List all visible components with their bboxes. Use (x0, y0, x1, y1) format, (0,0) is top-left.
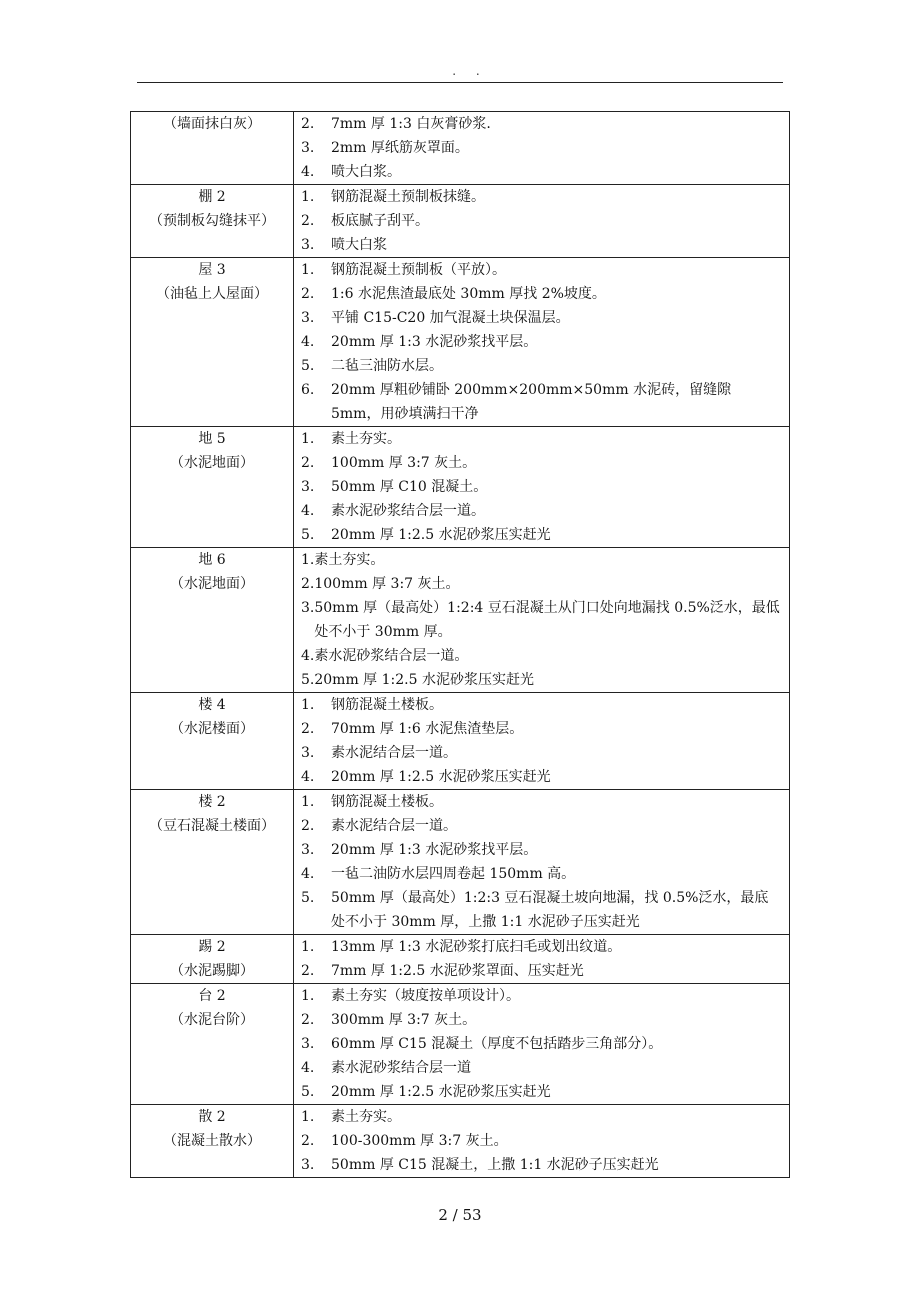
step-text: 13mm 厚 1:3 水泥砂浆打底扫毛或划出纹道。 (331, 939, 622, 955)
step-number: 4. (301, 769, 315, 785)
item-name-cell (131, 693, 294, 790)
list-item (294, 790, 789, 814)
table-row (131, 258, 790, 427)
list-item (294, 984, 789, 1008)
table-row (131, 427, 790, 548)
step-text: 素土夯实。 (331, 431, 401, 447)
step-number: 4. (301, 866, 315, 882)
item-code: 地 6 (198, 552, 226, 568)
step-text: 板底腻子刮平。 (331, 213, 429, 229)
list-item (294, 427, 789, 451)
step-text: 素土夯实。 (331, 1109, 401, 1125)
list-item (294, 668, 789, 692)
list-item (294, 959, 789, 983)
item-code: 踢 2 (198, 939, 226, 955)
item-steps-cell (294, 1105, 790, 1178)
step-text: 70mm 厚 1:6 水泥焦渣垫层。 (331, 721, 524, 737)
list-item (294, 644, 789, 668)
item-name-cell (131, 1105, 294, 1178)
step-text: 7mm 厚 1:2.5 水泥砂浆罩面、压实赶光 (331, 963, 584, 979)
step-number: 1. (301, 552, 315, 568)
table-row (131, 185, 790, 258)
step-number: 5. (301, 890, 315, 906)
step-number: 1. (301, 794, 315, 810)
item-name: （水泥台阶） (170, 1012, 254, 1028)
item-code: 棚 2 (198, 189, 226, 205)
list-item (294, 209, 789, 233)
step-number: 3. (301, 140, 315, 156)
step-text: 50mm 厚 C10 混凝土。 (331, 479, 488, 495)
step-number: 2. (301, 1012, 315, 1028)
list-item (294, 233, 789, 257)
item-steps-cell (294, 112, 790, 185)
step-number: 3. (301, 479, 315, 495)
item-name: （水泥地面） (170, 576, 254, 592)
step-number: 2. (301, 576, 315, 592)
step-text: 钢筋混凝土预制板抹缝。 (331, 189, 485, 205)
step-number: 3. (301, 842, 315, 858)
list-item (294, 1129, 789, 1153)
item-steps-cell (294, 984, 790, 1105)
step-number: 3. (301, 600, 315, 616)
list-item (294, 886, 789, 934)
item-name-cell (131, 984, 294, 1105)
item-name: （水泥踢脚） (170, 963, 254, 979)
list-item (294, 354, 789, 378)
table-row (131, 935, 790, 984)
list-item (294, 1080, 789, 1104)
list-item (294, 741, 789, 765)
step-number: 2. (301, 455, 315, 471)
step-text: 素水泥砂浆结合层一道。 (331, 503, 485, 519)
step-text: 20mm 厚 1:3 水泥砂浆找平层。 (331, 334, 538, 350)
table-row (131, 112, 790, 185)
step-number: 1. (301, 1109, 315, 1125)
step-number: 1. (301, 189, 315, 205)
list-item (294, 572, 789, 596)
list-item (294, 693, 789, 717)
item-code: 楼 4 (198, 697, 226, 713)
step-number: 2. (301, 286, 315, 302)
item-name-cell (131, 935, 294, 984)
step-number: 2. (301, 721, 315, 737)
item-steps-cell (294, 693, 790, 790)
step-number: 5. (301, 1084, 315, 1100)
list-item (294, 499, 789, 523)
item-name: （水泥楼面） (170, 721, 254, 737)
step-number: 2. (301, 818, 315, 834)
item-name-cell (131, 548, 294, 693)
item-code: 地 5 (198, 431, 226, 447)
step-number: 3. (301, 1036, 315, 1052)
step-text: 2mm 厚纸筋灰罩面。 (331, 140, 469, 156)
step-number: 4. (301, 1060, 315, 1076)
item-name-cell (131, 427, 294, 548)
item-name: （预制板勾缝抹平） (149, 213, 275, 229)
list-item (294, 1008, 789, 1032)
step-text: 7mm 厚 1:3 白灰膏砂浆. (331, 116, 491, 132)
step-text: 20mm 厚 1:2.5 水泥砂浆压实赶光 (331, 1084, 551, 1100)
list-item (294, 1105, 789, 1129)
step-number: 3. (301, 1157, 315, 1173)
item-steps-cell (294, 935, 790, 984)
step-text: 60mm 厚 C15 混凝土（厚度不包括踏步三角部分）。 (331, 1036, 663, 1052)
step-text: 素土夯实（坡度按单项设计）。 (331, 988, 520, 1004)
step-text: 钢筋混凝土楼板。 (331, 697, 443, 713)
step-text: 钢筋混凝土预制板（平放）。 (331, 262, 506, 278)
step-number: 5. (301, 672, 315, 688)
list-item (294, 330, 789, 354)
step-text: 300mm 厚 3:7 灰土。 (331, 1012, 477, 1028)
list-item (294, 160, 789, 184)
list-item (294, 862, 789, 886)
spec-table-body (131, 112, 790, 1178)
header-mark: . . (452, 64, 488, 78)
step-number: 1. (301, 697, 315, 713)
table-row (131, 984, 790, 1105)
step-text: 50mm 厚（最高处）1:2:3 豆石混凝土坡向地漏，找 0.5%泛水，最底处不小于 30mm 厚，上撒 1:1 水泥砂子压实赶光 (331, 890, 769, 930)
page-number: 2 / 53 (438, 1206, 482, 1224)
list-item (294, 258, 789, 282)
item-code: 屋 3 (198, 262, 226, 278)
step-text: 素水泥结合层一道。 (331, 818, 457, 834)
step-text: 素水泥砂浆结合层一道。 (314, 648, 469, 664)
list-item (294, 475, 789, 499)
header-rule (137, 82, 783, 83)
list-item (294, 717, 789, 741)
step-text: 100mm 厚 3:7 灰土。 (331, 455, 477, 471)
table-row (131, 1105, 790, 1178)
item-name: （水泥地面） (170, 455, 254, 471)
step-text: 素水泥结合层一道。 (331, 745, 457, 761)
list-item (294, 306, 789, 330)
list-item (294, 451, 789, 475)
list-item (294, 1153, 789, 1177)
step-text: 20mm 厚 1:2.5 水泥砂浆压实赶光 (331, 769, 551, 785)
step-text: 20mm 厚 1:2.5 水泥砂浆压实赶光 (314, 672, 534, 688)
step-number: 3. (301, 745, 315, 761)
list-item (294, 548, 789, 572)
item-code: 台 2 (198, 988, 226, 1004)
item-steps-cell (294, 548, 790, 693)
item-name: （墙面抹白灰） (163, 116, 261, 132)
list-item (294, 378, 789, 426)
item-name: （油毡上人屋面） (156, 286, 268, 302)
list-item (294, 282, 789, 306)
table-row (131, 548, 790, 693)
step-number: 3. (301, 237, 315, 253)
step-number: 1. (301, 262, 315, 278)
step-number: 2. (301, 1133, 315, 1149)
list-item (294, 1056, 789, 1080)
step-number: 5. (301, 527, 315, 543)
step-text: 平铺 C15-C20 加气混凝土块保温层。 (331, 310, 570, 326)
step-number: 2. (301, 963, 315, 979)
step-text: 100mm 厚 3:7 灰土。 (314, 576, 460, 592)
list-item (294, 814, 789, 838)
construction-spec-table (130, 111, 790, 1178)
step-text: 20mm 厚 1:2.5 水泥砂浆压实赶光 (331, 527, 551, 543)
step-text: 素水泥砂浆结合层一道 (331, 1060, 471, 1076)
item-steps-cell (294, 258, 790, 427)
step-number: 5. (301, 358, 315, 374)
step-number: 4. (301, 648, 315, 664)
step-text: 100-300mm 厚 3:7 灰土。 (331, 1133, 508, 1149)
step-number: 3. (301, 310, 315, 326)
step-text: 喷大白浆 (331, 237, 387, 253)
step-text: 喷大白浆。 (331, 164, 401, 180)
item-name-cell (131, 790, 294, 935)
step-text: 20mm 厚 1:3 水泥砂浆找平层。 (331, 842, 538, 858)
item-name-cell (131, 112, 294, 185)
step-number: 1. (301, 939, 315, 955)
list-item (294, 112, 789, 136)
item-name: （豆石混凝土楼面） (149, 818, 275, 834)
step-text: 50mm 厚 C15 混凝土，上撒 1:1 水泥砂子压实赶光 (331, 1157, 659, 1173)
step-text: 50mm 厚（最高处）1:2:4 豆石混凝土从门口处向地漏找 0.5%泛水，最低处不小于 30mm 厚。 (314, 600, 780, 640)
item-steps-cell (294, 427, 790, 548)
list-item (294, 1032, 789, 1056)
step-number: 4. (301, 503, 315, 519)
step-text: 20mm 厚粗砂铺卧 200mm×200mm×50mm 水泥砖，留缝隙 5mm，用砂填满扫干净 (331, 382, 732, 422)
list-item (294, 596, 789, 644)
step-number: 1. (301, 988, 315, 1004)
list-item (294, 765, 789, 789)
step-text: 一毡二油防水层四周卷起 150mm 高。 (331, 866, 576, 882)
list-item (294, 935, 789, 959)
step-text: 钢筋混凝土楼板。 (331, 794, 443, 810)
item-name-cell (131, 258, 294, 427)
item-name: （混凝土散水） (163, 1133, 261, 1149)
table-row (131, 693, 790, 790)
step-number: 6. (301, 382, 315, 398)
list-item (294, 838, 789, 862)
step-number: 4. (301, 334, 315, 350)
step-text: 二毡三油防水层。 (331, 358, 443, 374)
step-number: 1. (301, 431, 315, 447)
list-item (294, 523, 789, 547)
item-steps-cell (294, 185, 790, 258)
list-item (294, 136, 789, 160)
step-number: 2. (301, 116, 315, 132)
step-text: 1:6 水泥焦渣最底处 30mm 厚找 2%坡度。 (331, 286, 606, 302)
item-code: 楼 2 (198, 794, 226, 810)
list-item (294, 185, 789, 209)
step-text: 素土夯实。 (314, 552, 385, 568)
table-row (131, 790, 790, 935)
item-steps-cell (294, 790, 790, 935)
item-name-cell (131, 185, 294, 258)
step-number: 4. (301, 164, 315, 180)
step-number: 2. (301, 213, 315, 229)
item-code: 散 2 (198, 1109, 226, 1125)
